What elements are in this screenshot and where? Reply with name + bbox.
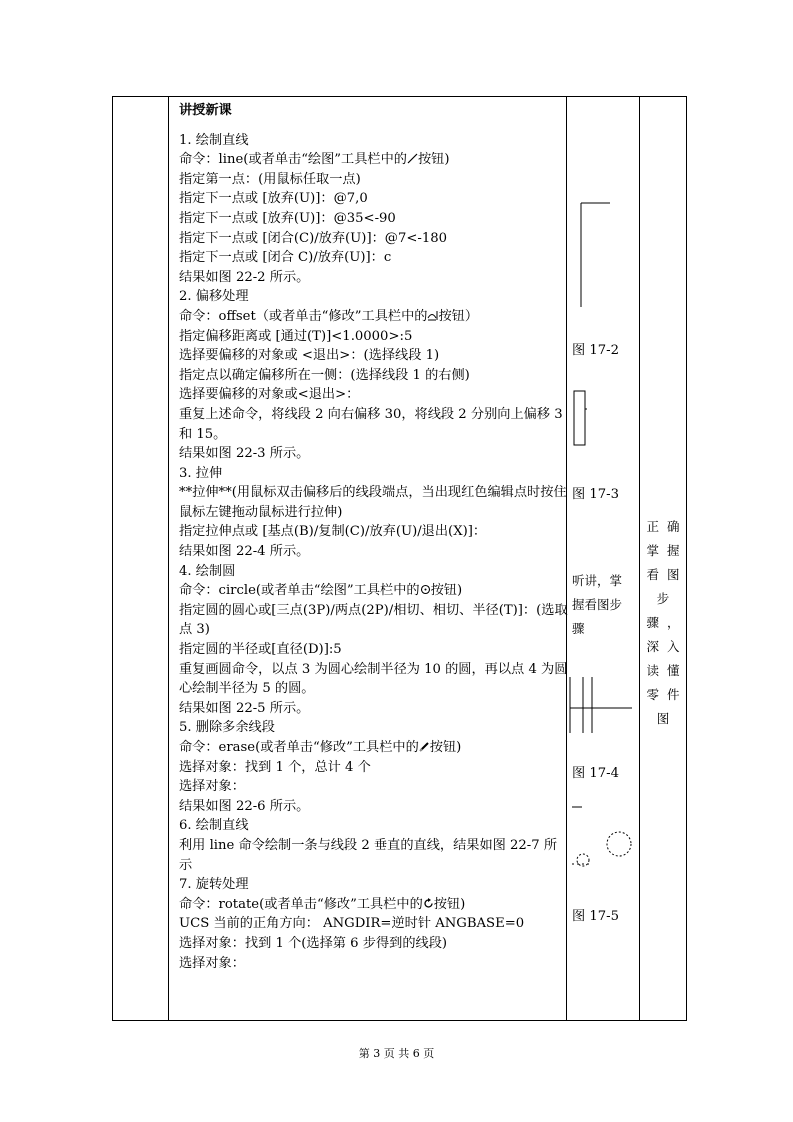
objective-text: 读懂 — [646, 663, 688, 678]
objective-text: 掌握 — [646, 543, 688, 558]
figure-caption: 图 17-5 — [572, 909, 620, 924]
text-line: 指定圆的半径或[直径(D)]:5 — [179, 642, 342, 658]
note-text: 听讲，掌握看图步骤 — [572, 573, 623, 636]
text-line: 指定第一点：(用鼠标任取一点) — [179, 171, 361, 187]
text-line: 指定下一点或 [闭合 C)/放弃(U)]：c — [179, 250, 392, 266]
text-line: 4. 绘制圆 — [179, 563, 236, 579]
figure-caption: 图 17-2 — [572, 343, 620, 358]
text-line: 结果如图 22-3 所示。 — [179, 446, 310, 462]
objective-text: 零件 — [646, 687, 688, 702]
circle-tool-icon — [420, 584, 431, 595]
objective-text: 正确 — [646, 519, 688, 534]
section-heading: 讲授新课 — [179, 103, 232, 118]
col-divider-1 — [168, 97, 169, 1020]
text-line: 重复画圆命令，以点 3 为圆心绘制半径为 10 的圆，再以点 4 为圆心绘制半径为 5 的圆。 — [179, 661, 568, 697]
text-line: 命令：erase(或者单击“修改”工具栏中的 按钮) — [179, 740, 462, 755]
objective-text: 图 — [656, 711, 678, 726]
figure-17-5-drawing — [569, 802, 639, 872]
text-line: 7. 旋转处理 — [179, 877, 249, 893]
text-line: 指定圆的圆心或[三点(3P)/两点(2P)/相切、相切、半径(T)]：(选取点 3) — [179, 602, 568, 638]
col-divider-3 — [639, 97, 640, 1020]
text-line: 利用 line 命令绘制一条与线段 2 垂直的直线，结果如图 22-7 所示 — [179, 837, 558, 873]
objective-text: 步 — [656, 591, 678, 606]
text-line: 1. 绘制直线 — [179, 132, 249, 148]
text-line: 选择对象：找到 1 个(选择第 6 步得到的线段) — [179, 935, 448, 951]
figure-17-4-drawing — [568, 675, 638, 737]
text-line: 选择对象： — [179, 955, 245, 971]
rotate-tool-icon — [423, 898, 434, 909]
text-line: 命令：offset（或者单击“修改”工具栏中的 按钮） — [179, 308, 479, 324]
eraser-tool-icon — [419, 741, 430, 752]
text-line: 选择要偏移的对象或 <退出>：(选择线段 1) — [179, 348, 440, 364]
text-line: 命令：line(或者单击“绘图”工具栏中的 按钮) — [179, 152, 450, 168]
text-line: 指定下一点或 [闭合(C)/放弃(U)]：@7<-180 — [179, 230, 448, 246]
text-line: 指定下一点或 [放弃(U)]：@7,0 — [179, 191, 368, 207]
lesson-content — [175, 97, 569, 973]
objective-text: 看图 — [646, 567, 688, 582]
text-line: 重复上述命令，将线段 2 向右偏移 30，将线段 2 分别向上偏移 3 和 15。 — [179, 406, 563, 442]
line-tool-icon — [407, 153, 418, 164]
figure-17-2-drawing — [575, 197, 615, 312]
figure-caption: 图 17-4 — [572, 766, 620, 781]
objective-column — [643, 515, 688, 731]
text-line: 指定拉伸点或 [基点(B)/复制(C)/放弃(U)/退出(X)]： — [179, 524, 487, 540]
text-line: 结果如图 22-2 所示。 — [179, 269, 310, 285]
text-line: 结果如图 22-4 所示。 — [179, 544, 310, 560]
text-line: UCS 当前的正角方向： ANGDIR=逆时针 ANGBASE=0 — [179, 916, 525, 932]
text-line: 6. 绘制直线 — [179, 818, 249, 834]
figure-caption: 图 17-3 — [572, 487, 620, 502]
figure-17-3-drawing — [573, 389, 593, 449]
objective-text: 深入 — [646, 639, 688, 654]
objective-text: 骤， — [646, 615, 688, 630]
lesson-table — [112, 96, 687, 1021]
text-line: 结果如图 22-5 所示。 — [179, 700, 310, 716]
text-line: 命令：circle(或者单击“绘图”工具栏中的 按钮) — [179, 583, 463, 599]
text-line: 选择对象：找到 1 个，总计 4 个 — [179, 759, 371, 775]
text-line: 5. 删除多余线段 — [179, 720, 275, 736]
text-line: 命令：rotate(或者单击“修改”工具栏中的 按钮) — [179, 896, 466, 912]
offset-tool-icon — [427, 310, 438, 321]
text-line: 指定点以确定偏移所在一侧：(选择线段 1 的右侧) — [179, 367, 470, 383]
text-line: 选择要偏移的对象或<退出>： — [179, 387, 360, 403]
text-line: 指定偏移距离或 [通过(T)]<1.0000>:5 — [179, 328, 413, 344]
text-line: **拉伸**(用鼠标双击偏移后的线段端点，当出现红色编辑点时按住鼠标左键拖动鼠标进行拉伸) — [179, 485, 567, 520]
page-footer: 第 3 页 共 6 页 — [358, 1047, 435, 1060]
text-line: 3. 拉伸 — [179, 465, 223, 481]
text-line: 指定下一点或 [放弃(U)]：@35<-90 — [179, 210, 396, 226]
text-line: 选择对象： — [179, 779, 245, 795]
text-line: 2. 偏移处理 — [179, 289, 249, 305]
text-line: 结果如图 22-6 所示。 — [179, 798, 310, 814]
